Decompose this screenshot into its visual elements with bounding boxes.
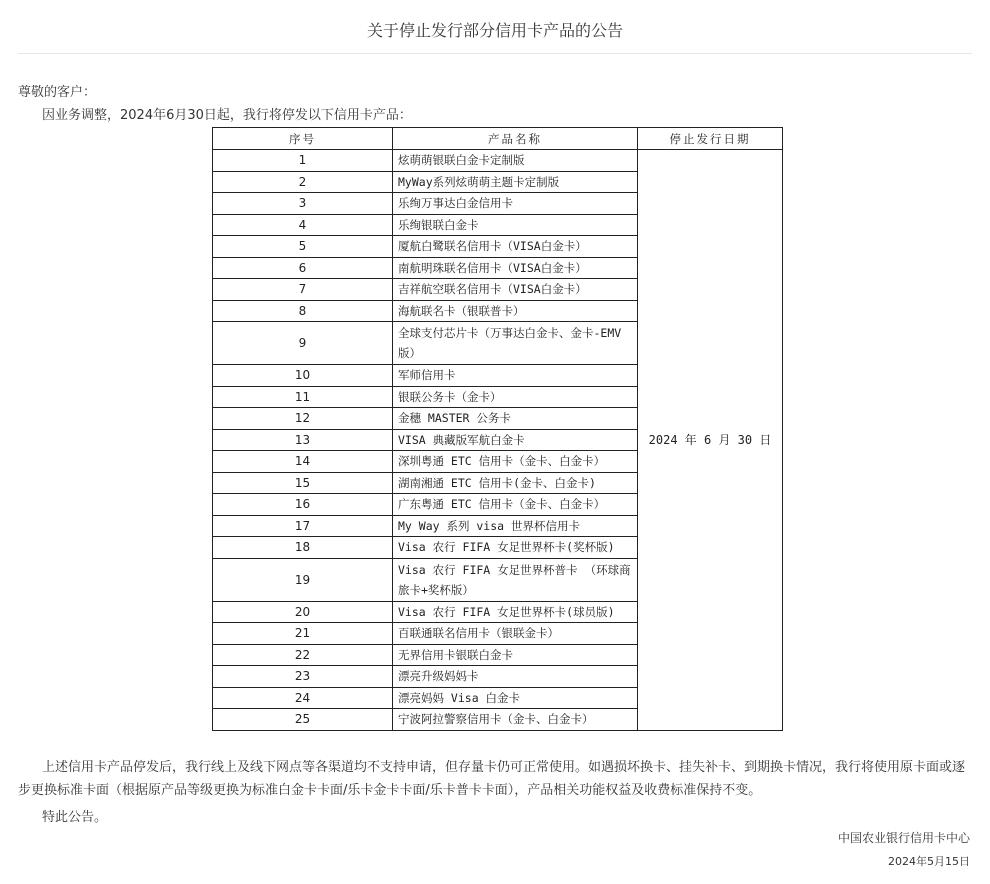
row-number: 8 (213, 300, 393, 322)
product-name: Visa 农行 FIFA 女足世界杯普卡 （环球商旅卡+奖杯版） (393, 558, 638, 601)
product-name: 乐绚银联白金卡 (393, 214, 638, 236)
product-name: 漂亮妈妈 Visa 白金卡 (393, 687, 638, 709)
product-name: 广东粤通 ETC 信用卡（金卡、白金卡） (393, 494, 638, 516)
product-name: 南航明珠联名信用卡（VISA白金卡） (393, 257, 638, 279)
product-name: Visa 农行 FIFA 女足世界杯卡(球员版) (393, 601, 638, 623)
row-number: 24 (213, 687, 393, 709)
product-name: 全球支付芯片卡（万事达白金卡、金卡-EMV版） (393, 322, 638, 365)
issued-date: 2024年5月15日 (888, 855, 970, 868)
product-name: VISA 典藏版军航白金卡 (393, 429, 638, 451)
row-number: 5 (213, 236, 393, 258)
product-name: 漂亮升级妈妈卡 (393, 666, 638, 688)
row-number: 9 (213, 322, 393, 365)
header-name: 产品名称 (393, 128, 638, 150)
row-number: 20 (213, 601, 393, 623)
issuer-name: 中国农业银行信用卡中心 (837, 831, 970, 845)
table-row (213, 150, 783, 172)
product-name: 军师信用卡 (393, 365, 638, 387)
product-name: 湖南湘通 ETC 信用卡(金卡、白金卡) (393, 472, 638, 494)
row-number: 6 (213, 257, 393, 279)
row-number: 11 (213, 386, 393, 408)
row-number: 16 (213, 494, 393, 516)
row-number: 25 (213, 709, 393, 731)
product-name: 金穗 MASTER 公务卡 (393, 408, 638, 430)
product-name: 海航联名卡（银联普卡） (393, 300, 638, 322)
row-number: 3 (213, 193, 393, 215)
row-number: 13 (213, 429, 393, 451)
product-name: 乐绚万事达白金信用卡 (393, 193, 638, 215)
row-number: 14 (213, 451, 393, 473)
intro-text: 因业务调整，2024年6月30日起，我行将停发以下信用卡产品： (42, 108, 412, 123)
product-name: 无界信用卡银联白金卡 (393, 644, 638, 666)
product-name: 百联通联名信用卡（银联金卡） (393, 623, 638, 645)
row-number: 15 (213, 472, 393, 494)
row-number: 12 (213, 408, 393, 430)
row-number: 4 (213, 214, 393, 236)
product-table-body (213, 150, 783, 731)
product-name: 炫萌萌银联白金卡定制版 (393, 150, 638, 172)
row-number: 17 (213, 515, 393, 537)
greeting: 尊敬的客户： (18, 85, 97, 100)
row-number: 10 (213, 365, 393, 387)
product-name: 厦航白鹭联名信用卡（VISA白金卡） (393, 236, 638, 258)
special-notice: 特此公告。 (42, 810, 108, 825)
product-name: Visa 农行 FIFA 女足世界杯卡(奖杯版) (393, 537, 638, 559)
row-number: 7 (213, 279, 393, 301)
product-name: 吉祥航空联名信用卡（VISA白金卡） (393, 279, 638, 301)
stop-date-cell: 2024 年 6 月 30 日 (638, 150, 783, 731)
header-no: 序号 (213, 128, 393, 150)
page-title: 关于停止发行部分信用卡产品的公告 (366, 21, 623, 40)
row-number: 19 (213, 558, 393, 601)
title-divider (18, 53, 972, 54)
row-number: 18 (213, 537, 393, 559)
product-table-container (212, 127, 782, 731)
row-number: 2 (213, 171, 393, 193)
product-name: MyWay系列炫萌萌主题卡定制版 (393, 171, 638, 193)
product-table (212, 127, 783, 731)
row-number: 23 (213, 666, 393, 688)
product-name: My Way 系列 visa 世界杯信用卡 (393, 515, 638, 537)
row-number: 22 (213, 644, 393, 666)
header-stop-date: 停止发行日期 (638, 128, 783, 150)
product-name: 深圳粤通 ETC 信用卡（金卡、白金卡） (393, 451, 638, 473)
row-number: 1 (213, 150, 393, 172)
product-name: 银联公务卡（金卡） (393, 386, 638, 408)
row-number: 21 (213, 623, 393, 645)
product-name: 宁波阿拉警察信用卡（金卡、白金卡） (393, 709, 638, 731)
closing-paragraph: 上述信用卡产品停发后，我行线上及线下网点等各渠道均不支持申请，但存量卡仍可正常使用。如遇损坏换卡、挂失补卡、到期换卡情况，我行将使用原卡面或逐步更换标准卡面（根据原产品等级更换为标准白金卡卡面/乐卡金卡卡面/乐卡普卡卡面），产品相关功能权益及收费标准保持不变。 (18, 760, 966, 798)
